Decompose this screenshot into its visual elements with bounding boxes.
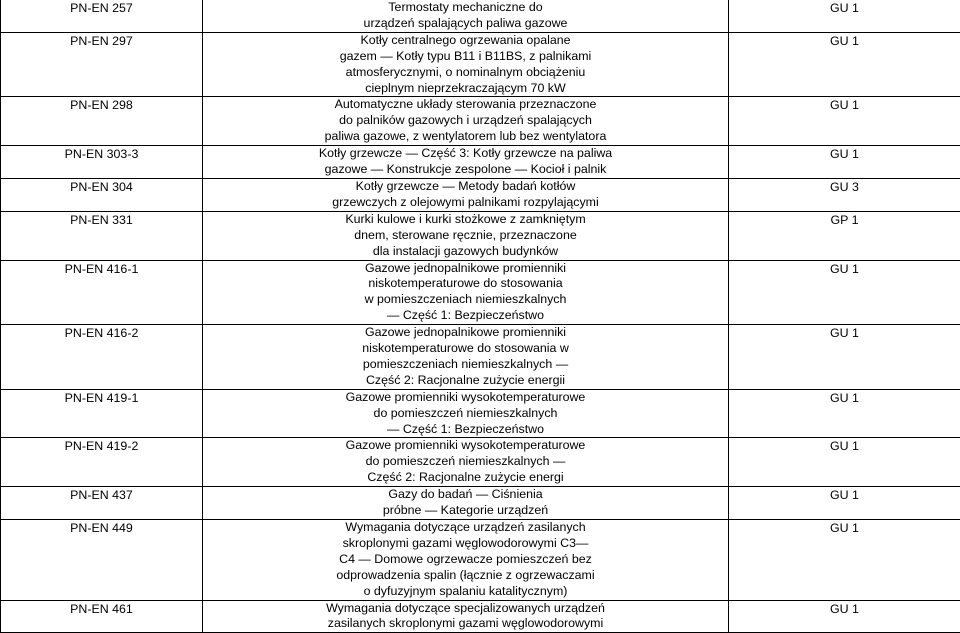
table-row <box>1 520 960 601</box>
standard-title <box>203 325 729 390</box>
title-line: Wymagania dotyczące specjalizowanych urządzeń <box>203 601 728 617</box>
title-line: paliwa gazowe, z wentylatorem lub bez wentylatora <box>203 129 728 145</box>
standard-code: PN-EN 331 <box>1 211 203 260</box>
title-line: Gazowe promienniki wysokotemperaturowe <box>203 390 728 406</box>
title-line: o dyfuzyjnym spalaniu katalitycznym) <box>203 584 728 600</box>
title-line: C4 — Domowe ogrzewacze pomieszczeń bez <box>203 552 728 568</box>
standard-code: PN-EN 304 <box>1 178 203 211</box>
title-line: Kurki kulowe i kurki stożkowe z zamkniętym <box>203 212 728 228</box>
standard-code: PN-EN 416-1 <box>1 260 203 325</box>
title-line: grzewczych z olejowymi palnikami rozpylającymi <box>203 195 728 211</box>
standard-title <box>203 260 729 325</box>
standard-classification: GU 1 <box>729 0 960 32</box>
title-line: dla instalacji gazowych budynków <box>203 244 728 260</box>
standard-code: PN-EN 461 <box>1 600 203 633</box>
title-line: skroplonymi gazami węglowodorowymi C3— <box>203 536 728 552</box>
title-line: próbne — Kategorie urządzeń <box>203 503 728 519</box>
standard-title <box>203 487 729 520</box>
standard-classification: GU 1 <box>729 97 960 146</box>
title-line: Gazy do badań — Ciśnienia <box>203 487 728 503</box>
standard-title <box>203 389 729 438</box>
table-row <box>1 438 960 487</box>
table-row <box>1 600 960 633</box>
title-line: Kotły centralnego ogrzewania opalane <box>203 33 728 49</box>
standard-classification: GU 1 <box>729 260 960 325</box>
standard-classification: GU 1 <box>729 389 960 438</box>
title-line: w pomieszczeniach niemieszkalnych <box>203 292 728 308</box>
standard-classification: GU 1 <box>729 146 960 179</box>
title-line: do palników gazowych i urządzeń spalających <box>203 113 728 129</box>
standard-code: PN-EN 416-2 <box>1 325 203 390</box>
title-line: zasilanych skroplonymi gazami węglowodorowymi <box>203 616 728 632</box>
title-line: Kotły grzewcze — Część 3: Kotły grzewcze na paliwa <box>203 146 728 162</box>
standard-classification: GU 1 <box>729 520 960 601</box>
standard-classification: GU 1 <box>729 32 960 97</box>
standard-code: PN-EN 449 <box>1 520 203 601</box>
title-line: dnem, sterowane ręcznie, przeznaczone <box>203 228 728 244</box>
table-row <box>1 32 960 97</box>
standards-table-body <box>1 0 960 633</box>
title-line: — Część 1: Bezpieczeństwo <box>203 422 728 438</box>
title-line: do pomieszczeń niemieszkalnych — <box>203 454 728 470</box>
title-line: Automatyczne układy sterowania przeznaczone <box>203 97 728 113</box>
title-line: — Część 1: Bezpieczeństwo <box>203 308 728 324</box>
standard-classification: GU 3 <box>729 178 960 211</box>
title-line: odprowadzenia spalin (łącznie z ogrzewaczami <box>203 568 728 584</box>
standard-code: PN-EN 437 <box>1 487 203 520</box>
title-line: niskotemperaturowe do stosowania w <box>203 341 728 357</box>
standard-title <box>203 32 729 97</box>
title-line: gazem — Kotły typu B11 i B11BS, z palnikami <box>203 49 728 65</box>
title-line: Gazowe jednopalnikowe promienniki <box>203 261 728 277</box>
table-row <box>1 389 960 438</box>
title-line: urządzeń spalających paliwa gazowe <box>203 16 728 32</box>
title-line: Termostaty mechaniczne do <box>203 0 728 16</box>
standard-classification: GU 1 <box>729 600 960 633</box>
title-line: cieplnym nieprzekraczającym 70 kW <box>203 81 728 97</box>
title-line: do pomieszczeń niemieszkalnych <box>203 406 728 422</box>
title-line: Część 2: Racjonalne zużycie energi <box>203 470 728 486</box>
table-row <box>1 211 960 260</box>
standard-classification: GP 1 <box>729 211 960 260</box>
standard-title <box>203 520 729 601</box>
title-line: atmosferycznymi, o nominalnym obciążeniu <box>203 65 728 81</box>
standard-title <box>203 600 729 633</box>
title-line: gazowe — Konstrukcje zespolone — Kocioł i palnik <box>203 162 728 178</box>
table-row <box>1 325 960 390</box>
standard-code: PN-EN 257 <box>1 0 203 32</box>
standard-code: PN-EN 419-2 <box>1 438 203 487</box>
title-line: Gazowe promienniki wysokotemperaturowe <box>203 438 728 454</box>
title-line: pomieszczeniach niemieszkalnych — <box>203 357 728 373</box>
title-line: Kotły grzewcze — Metody badań kotłów <box>203 179 728 195</box>
table-row <box>1 487 960 520</box>
title-line: Gazowe jednopalnikowe promienniki <box>203 325 728 341</box>
standard-classification: GU 1 <box>729 487 960 520</box>
table-row <box>1 146 960 179</box>
standard-classification: GU 1 <box>729 325 960 390</box>
standard-title <box>203 438 729 487</box>
standard-code: PN-EN 298 <box>1 97 203 146</box>
standard-title <box>203 211 729 260</box>
title-line: Wymagania dotyczące urządzeń zasilanych <box>203 520 728 536</box>
standard-title <box>203 97 729 146</box>
standard-code: PN-EN 297 <box>1 32 203 97</box>
title-line: niskotemperaturowe do stosowania <box>203 276 728 292</box>
standard-title <box>203 146 729 179</box>
standard-classification: GU 1 <box>729 438 960 487</box>
standard-title <box>203 178 729 211</box>
table-row <box>1 0 960 32</box>
table-row <box>1 260 960 325</box>
standard-title <box>203 0 729 32</box>
table-row <box>1 178 960 211</box>
title-line: Część 2: Racjonalne zużycie energii <box>203 373 728 389</box>
table-row <box>1 97 960 146</box>
standard-code: PN-EN 419-1 <box>1 389 203 438</box>
standard-code: PN-EN 303-3 <box>1 146 203 179</box>
